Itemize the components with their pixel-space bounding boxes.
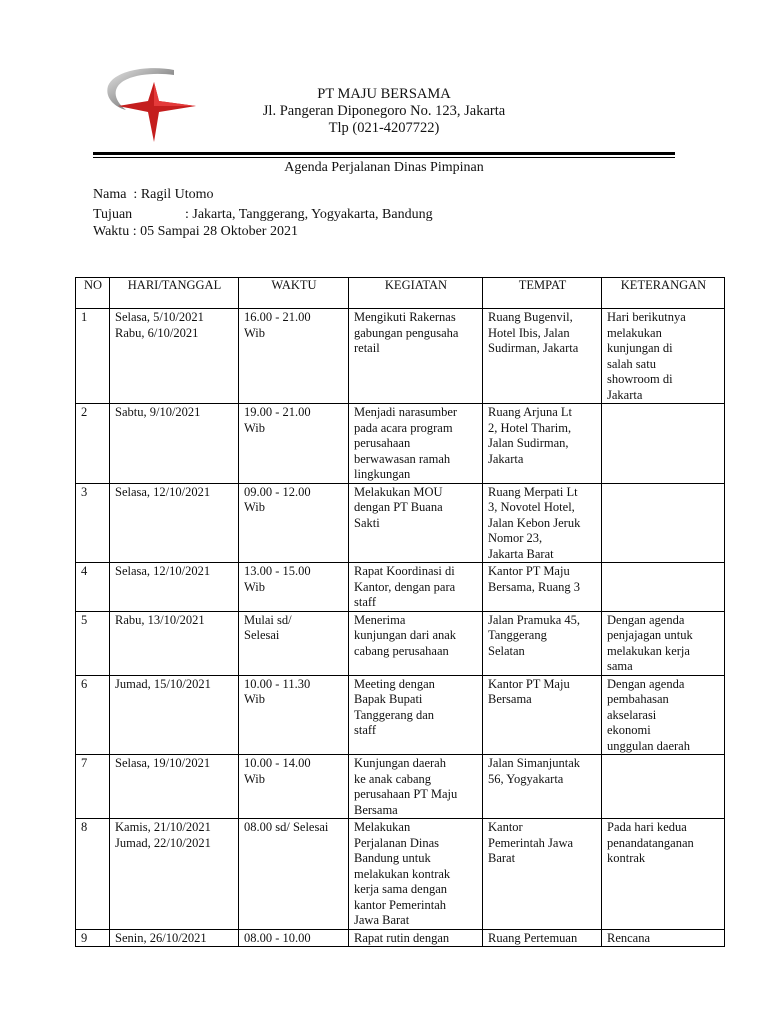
company-phone: Tlp (021-4207722) bbox=[328, 120, 440, 136]
cell-activity: Menjadi narasumber pada acara program perusahaan berwawasan ramah lingkungan bbox=[349, 404, 483, 484]
cell-activity: Menerima kunjungan dari anak cabang perusahaan bbox=[349, 611, 483, 675]
cell-no: 2 bbox=[76, 404, 110, 484]
cell-no: 7 bbox=[76, 755, 110, 819]
cell-time: 16.00 - 21.00 Wib bbox=[239, 309, 349, 404]
cell-place: Ruang Arjuna Lt 2, Hotel Tharim, Jalan Sudirman, Jakarta bbox=[483, 404, 602, 484]
cell-note: Rencana bbox=[602, 929, 725, 947]
cell-date: Kamis, 21/10/2021 Jumad, 22/10/2021 bbox=[110, 819, 239, 930]
cell-date: Rabu, 13/10/2021 bbox=[110, 611, 239, 675]
cell-date: Jumad, 15/10/2021 bbox=[110, 675, 239, 755]
cell-no: 3 bbox=[76, 483, 110, 563]
cell-place: Jalan Simanjuntak 56, Yogyakarta bbox=[483, 755, 602, 819]
cell-activity: Melakukan MOU dengan PT Buana Sakti bbox=[349, 483, 483, 563]
company-name: PT MAJU BERSAMA bbox=[317, 86, 451, 102]
cell-place: Kantor PT Maju Bersama, Ruang 3 bbox=[483, 563, 602, 612]
header-kegiatan: KEGIATAN bbox=[349, 278, 483, 309]
table-row bbox=[76, 483, 725, 563]
info-tujuan-label: Tujuan bbox=[93, 207, 133, 222]
cell-no: 9 bbox=[76, 929, 110, 947]
cell-note: Dengan agenda penjajagan untuk melakukan kerja sama bbox=[602, 611, 725, 675]
cell-note: Hari berikutnya melakukan kunjungan di salah satu showroom di Jakarta bbox=[602, 309, 725, 404]
cell-time: Mulai sd/ Selesai bbox=[239, 611, 349, 675]
cell-time: 10.00 - 14.00 Wib bbox=[239, 755, 349, 819]
cell-note bbox=[602, 563, 725, 612]
document-title: Agenda Perjalanan Dinas Pimpinan bbox=[284, 160, 484, 175]
cell-time: 08.00 sd/ Selesai bbox=[239, 819, 349, 930]
table-row bbox=[76, 675, 725, 755]
cell-place: Jalan Pramuka 45, Tanggerang Selatan bbox=[483, 611, 602, 675]
cell-note bbox=[602, 483, 725, 563]
cell-place: Ruang Merpati Lt 3, Novotel Hotel, Jalan Kebon Jeruk Nomor 23, Jakarta Barat bbox=[483, 483, 602, 563]
letterhead bbox=[160, 86, 608, 137]
cell-time: 09.00 - 12.00 Wib bbox=[239, 483, 349, 563]
table-header-row bbox=[76, 278, 725, 309]
cell-activity: Rapat rutin dengan bbox=[349, 929, 483, 947]
header-no: NO bbox=[76, 278, 110, 309]
table-row bbox=[76, 404, 725, 484]
header-divider-thick bbox=[93, 152, 675, 155]
cell-activity: Kunjungan daerah ke anak cabang perusahaan PT Maju Bersama bbox=[349, 755, 483, 819]
cell-no: 1 bbox=[76, 309, 110, 404]
header-tempat: TEMPAT bbox=[483, 278, 602, 309]
cell-place: Kantor Pemerintah Jawa Barat bbox=[483, 819, 602, 930]
info-tujuan-value: : Jakarta, Tanggerang, Yogyakarta, Bandung bbox=[185, 207, 433, 222]
cell-date: Senin, 26/10/2021 bbox=[110, 929, 239, 947]
company-address: Jl. Pangeran Diponegoro No. 123, Jakarta bbox=[262, 103, 506, 119]
table-row bbox=[76, 309, 725, 404]
cell-no: 4 bbox=[76, 563, 110, 612]
agenda-table bbox=[75, 277, 725, 947]
table-row bbox=[76, 819, 725, 930]
cell-activity: Mengikuti Rakernas gabungan pengusaha retail bbox=[349, 309, 483, 404]
cell-note bbox=[602, 755, 725, 819]
header-divider-thin bbox=[93, 157, 675, 158]
header-waktu: WAKTU bbox=[239, 278, 349, 309]
header-keterangan: KETERANGAN bbox=[602, 278, 725, 309]
cell-time: 19.00 - 21.00 Wib bbox=[239, 404, 349, 484]
cell-note: Dengan agenda pembahasan akselarasi ekonomi unggulan daerah bbox=[602, 675, 725, 755]
table-row bbox=[76, 611, 725, 675]
cell-place: Ruang Pertemuan bbox=[483, 929, 602, 947]
cell-no: 6 bbox=[76, 675, 110, 755]
cell-activity: Rapat Koordinasi di Kantor, dengan para staff bbox=[349, 563, 483, 612]
cell-date: Selasa, 19/10/2021 bbox=[110, 755, 239, 819]
info-waktu: Waktu : 05 Sampai 28 Oktober 2021 bbox=[93, 224, 298, 239]
cell-note bbox=[602, 404, 725, 484]
cell-activity: Meeting dengan Bapak Bupati Tanggerang dan staff bbox=[349, 675, 483, 755]
cell-time: 13.00 - 15.00 Wib bbox=[239, 563, 349, 612]
cell-no: 5 bbox=[76, 611, 110, 675]
cell-time: 08.00 - 10.00 bbox=[239, 929, 349, 947]
cell-no: 8 bbox=[76, 819, 110, 930]
cell-date: Selasa, 12/10/2021 bbox=[110, 483, 239, 563]
info-name: Nama : Ragil Utomo bbox=[93, 187, 214, 202]
cell-date: Selasa, 12/10/2021 bbox=[110, 563, 239, 612]
cell-place: Ruang Bugenvil, Hotel Ibis, Jalan Sudirman, Jakarta bbox=[483, 309, 602, 404]
cell-activity: Melakukan Perjalanan Dinas Bandung untuk melakukan kontrak kerja sama dengan kantor Pemerintah Jawa Barat bbox=[349, 819, 483, 930]
cell-place: Kantor PT Maju Bersama bbox=[483, 675, 602, 755]
table-row bbox=[76, 563, 725, 612]
cell-note: Pada hari kedua penandatanganan kontrak bbox=[602, 819, 725, 930]
header-hari-tanggal: HARI/TANGGAL bbox=[110, 278, 239, 309]
cell-date: Selasa, 5/10/2021 Rabu, 6/10/2021 bbox=[110, 309, 239, 404]
cell-date: Sabtu, 9/10/2021 bbox=[110, 404, 239, 484]
table-row bbox=[76, 929, 725, 947]
table-row bbox=[76, 755, 725, 819]
cell-time: 10.00 - 11.30 Wib bbox=[239, 675, 349, 755]
